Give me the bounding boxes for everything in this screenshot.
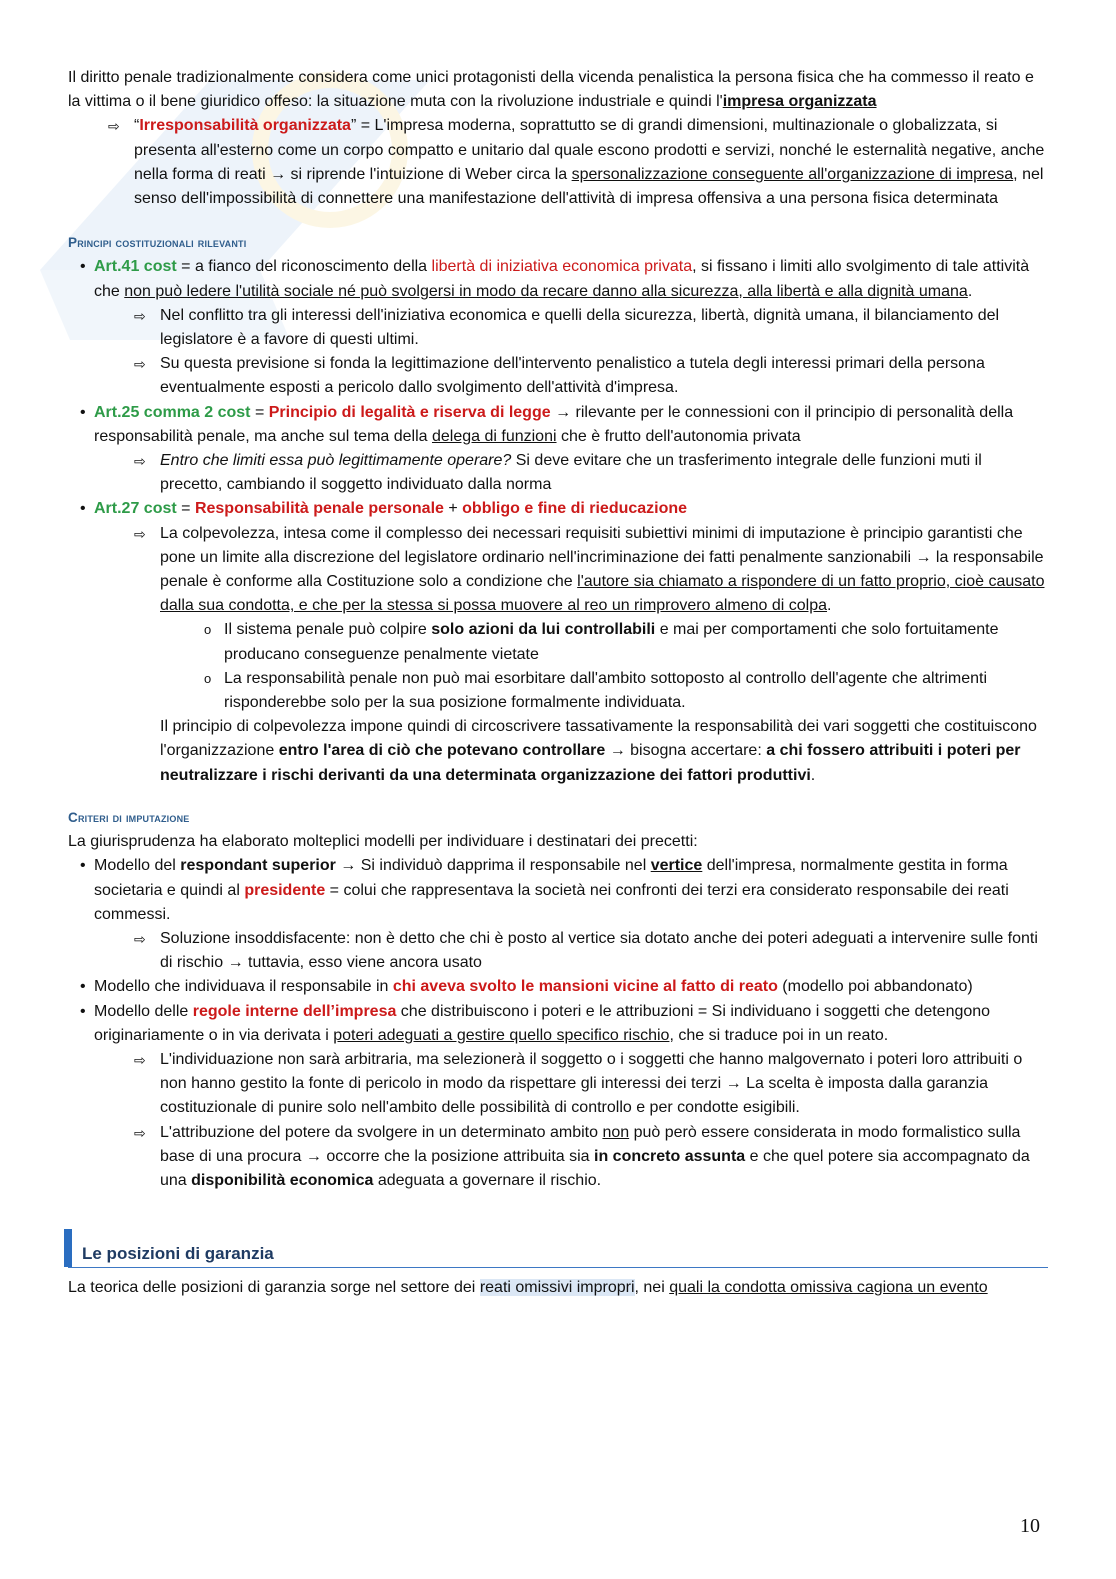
sub-item: o La responsabilità penale non può mai esorbitare dall'ambito sottoposto al controllo dell'agente che altrimenti risponderebbe solo per la sua posizione formalmente individuata.	[198, 667, 1048, 715]
posizioni-paragraph: La teorica delle posizioni di garanzia sorge nel settore dei reati omissivi impropri, nei quali la condotta omissiva cagiona un evento	[68, 1279, 988, 1297]
arrow-bullet-icon: ⇨	[134, 453, 146, 470]
list-item-modello-1: • Modello del respondant superior → Si individuò dapprima il responsabile nel vertice dell'impresa, normalmente gestita in forma societaria e quindi al presidente = colui che rappresentava la società nei confronti dei terzi era considerato responsabile dei reati commessi. ⇨ Soluzione insoddisfacente: non è detto che chi è posto al vertice sia dotato anche dei poteri adeguati a intervenire sulle fonti di rischio → tuttavia, esso viene ancora usato	[68, 854, 1048, 975]
sub-item: o Il sistema penale può colpire solo azioni da lui controllabili e mai per comportamenti che solo fortuitamente producano conseguenze penalmente vietate	[198, 618, 1048, 666]
intro-paragraph: Il diritto penale tradizionalmente considera come unici protagonisti della vicenda penalistica la persona fisica che ha commesso il reato e la vittima o il bene giuridico offeso: la situazione muta con la rivoluzione industriale e quindi l'impresa organizzata	[68, 69, 1034, 111]
page-number: 10	[1020, 1515, 1040, 1537]
criteri-list	[68, 854, 1048, 1193]
list-item-art27: • Art.27 cost = Responsabilità penale personale + obbligo e fine di rieducazione ⇨ La colpevolezza, intesa come il complesso dei necessari requisiti subiettivi minimi di imputazione è principio garantisti che pone un limite alla discrezione del legislatore ordinario nell'incriminazione dei fatti penalmente sanzionabili → la responsabile penale è conforme alla Costituzione solo a condizione che l'autore sia chiamato a rispondere di un fatto proprio, cioè causato dalla sua condotta, e che per la stessa si possa muovere al reo un rimprovero almeno di colpa. o Il sistema penale può colpire solo azioni da lui controllabili e mai per comportamenti che solo fortuitamente producano conseguenze penalmente vietate o La responsabilità penale non può mai esorbitare dall'ambito sottoposto al controllo dell'agente che altrimenti risponderebbe solo per la sua posizione formalmente individuata. Il principio di colpevolezza impone quindi di circoscrivere tassativamente la responsabilità dei vari soggetti che costituiscono l'organizzazione entro l'area di ciò che potevano controllare → bisogna accertare: a chi fossero attribuiti i poteri per neutralizzare i rischi derivanti da una determinata organizzazione dei fattori produttivi.	[68, 497, 1048, 787]
list-item-art41: • Art.41 cost = a fianco del riconoscimento della libertà di iniziativa economica privata, si fissano i limiti allo svolgimento di tale attività che non può ledere l'utilità sociale né può svolgersi in modo da recare danno alla sicurezza, alla libertà e alla dignità umana. ⇨ Nel conflitto tra gli interessi dell'iniziativa economica e quelli della sicurezza, libertà, dignità umana, il bilanciamento del legislatore è a favore di questi ultimi. ⇨ Su questa previsione si fonda la legittimazione dell'intervento penalistico a tutela degli interessi primari della persona eventualmente esposti a pericolo dallo svolgimento dell'attività d'impresa.	[68, 255, 1048, 400]
arrow-item: ⇨ Nel conflitto tra gli interessi dell'iniziativa economica e quelli della sicurezza, libertà, dignità umana, il bilanciamento del legislatore è a favore di questi ultimi.	[134, 304, 1048, 352]
list-item-modello-2: • Modello che individuava il responsabile in chi aveva svolto le mansioni vicine al fatto di reato (modello poi abbandonato)	[68, 975, 1048, 999]
circle-bullet-icon: o	[204, 622, 212, 638]
arrow-item: ⇨ La colpevolezza, intesa come il complesso dei necessari requisiti subiettivi minimi di imputazione è principio garantisti che pone un limite alla discrezione del legislatore ordinario nell'incriminazione dei fatti penalmente sanzionabili → la responsabile penale è conforme alla Costituzione solo a condizione che l'autore sia chiamato a rispondere di un fatto proprio, cioè causato dalla sua condotta, e che per la stessa si possa muovere al reo un rimprovero almeno di colpa. o Il sistema penale può colpire solo azioni da lui controllabili e mai per comportamenti che solo fortuitamente producano conseguenze penalmente vietate o La responsabilità penale non può mai esorbitare dall'ambito sottoposto al controllo dell'agente che altrimenti risponderebbe solo per la sua posizione formalmente individuata.	[134, 522, 1048, 716]
section-accent-bar	[64, 1229, 72, 1267]
arrow-item: ⇨ “Irresponsabilità organizzata” = L'impresa moderna, soprattutto se di grandi dimensioni, multinazionale o globalizzata, si presenta all'esterno come un corpo compatto e unitario dal quale escono prodotti e servizi, nonché le esternalità negative, anche nella forma di reati → si riprende l'intuizione di Weber circa la spersonalizzazione conseguente all'organizzazione di impresa, nel senso dell'impossibilità di connettere una manifestazione dell'attività di impresa offensiva a una persona fisica determinata	[108, 114, 1048, 211]
arrow-bullet-icon: ⇨	[134, 1124, 146, 1141]
arrow-bullet-icon: ⇨	[108, 118, 120, 135]
intro-arrow-list	[68, 114, 1048, 211]
list-item-art25: • Art.25 comma 2 cost = Principio di legalità e riserva di legge → rilevante per le connessioni con il principio di personalità della responsabilità penale, ma anche sul tema della delega di funzioni che è frutto dell'autonomia privata ⇨ Entro che limiti essa può legittimamente operare? Si deve evitare che un trasferimento integrale delle funzioni muti il precetto, cambiando il soggetto individuato dalla norma	[68, 401, 1048, 498]
section-heading-criteri: Criteri di imputazione	[68, 809, 190, 825]
section-title: Le posizioni di garanzia	[82, 1244, 274, 1264]
arrow-bullet-icon: ⇨	[134, 930, 146, 947]
circle-bullet-icon: o	[204, 670, 212, 686]
colpevolezza-paragraph: Il principio di colpevolezza impone quindi di circoscrivere tassativamente la responsabilità dei vari soggetti che costituiscono l'organizzazione entro l'area di ciò che potevano controllare → bisogna accertare: a chi fossero attribuiti i poteri per neutralizzare i rischi derivanti da una determinata organizzazione dei fattori produttivi.	[160, 718, 1037, 784]
arrow-item: ⇨ L'individuazione non sarà arbitraria, ma selezionerà il soggetto o i soggetti che hanno malgovernato i poteri loro attribuiti o non hanno gestito la fonte di pericolo in modo da rispettare gli interessi dei terzi → La scelta è imposta dalla garanzia costituzionale di punire solo nell'ambito delle possibilità di controllo e per condotte esigibili.	[134, 1048, 1048, 1121]
principi-list	[68, 255, 1048, 787]
list-item-modello-3: • Modello delle regole interne dell’impresa che distribuiscono i poteri e le attribuzioni = Si individuano i soggetti che detengono originariamente o in via derivata i poteri adeguati a gestire quello specifico rischio, che si traduce poi in un reato. ⇨ L'individuazione non sarà arbitraria, ma selezionerà il soggetto o i soggetti che hanno malgovernato i poteri loro attribuiti o non hanno gestito la fonte di pericolo in modo da rispettare gli interessi dei terzi → La scelta è imposta dalla garanzia costituzionale di punire solo nell'ambito delle possibilità di controllo e per condotte esigibili. ⇨ L'attribuzione del potere da svolgere in un determinato ambito non può però essere considerata in modo formalistico sulla base di una procura → occorre che la posizione attribuita sia in concreto assunta e che quel potere sia accompagnato da una disponibilità economica adeguata a governare il rischio.	[68, 1000, 1048, 1194]
section-heading-principi: Principi costituzionali rilevanti	[68, 235, 247, 251]
arrow-bullet-icon: ⇨	[134, 525, 146, 542]
arrow-item: ⇨ L'attribuzione del potere da svolgere in un determinato ambito non può però essere considerata in modo formalistico sulla base di una procura → occorre che la posizione attribuita sia in concreto assunta e che quel potere sia accompagnato da una disponibilità economica adeguata a governare il rischio.	[134, 1121, 1048, 1194]
arrow-item: ⇨ Soluzione insoddisfacente: non è detto che chi è posto al vertice sia dotato anche dei poteri adeguati a intervenire sulle fonti di rischio → tuttavia, esso viene ancora usato	[134, 927, 1048, 975]
arrow-bullet-icon: ⇨	[134, 356, 146, 373]
section-header-posizioni	[68, 1229, 1048, 1268]
arrow-item: ⇨ Su questa previsione si fonda la legittimazione dell'intervento penalistico a tutela degli interessi primari della persona eventualmente esposti a pericolo dallo svolgimento dell'attività d'impresa.	[134, 352, 1048, 400]
document-page	[68, 66, 1048, 1300]
arrow-item: ⇨ Entro che limiti essa può legittimamente operare? Si deve evitare che un trasferimento integrale delle funzioni muti il precetto, cambiando il soggetto individuato dalla norma	[134, 449, 1048, 497]
arrow-bullet-icon: ⇨	[134, 1051, 146, 1068]
arrow-bullet-icon: ⇨	[134, 307, 146, 324]
criteri-intro: La giurisprudenza ha elaborato molteplici modelli per individuare i destinatari dei precetti:	[68, 833, 698, 851]
